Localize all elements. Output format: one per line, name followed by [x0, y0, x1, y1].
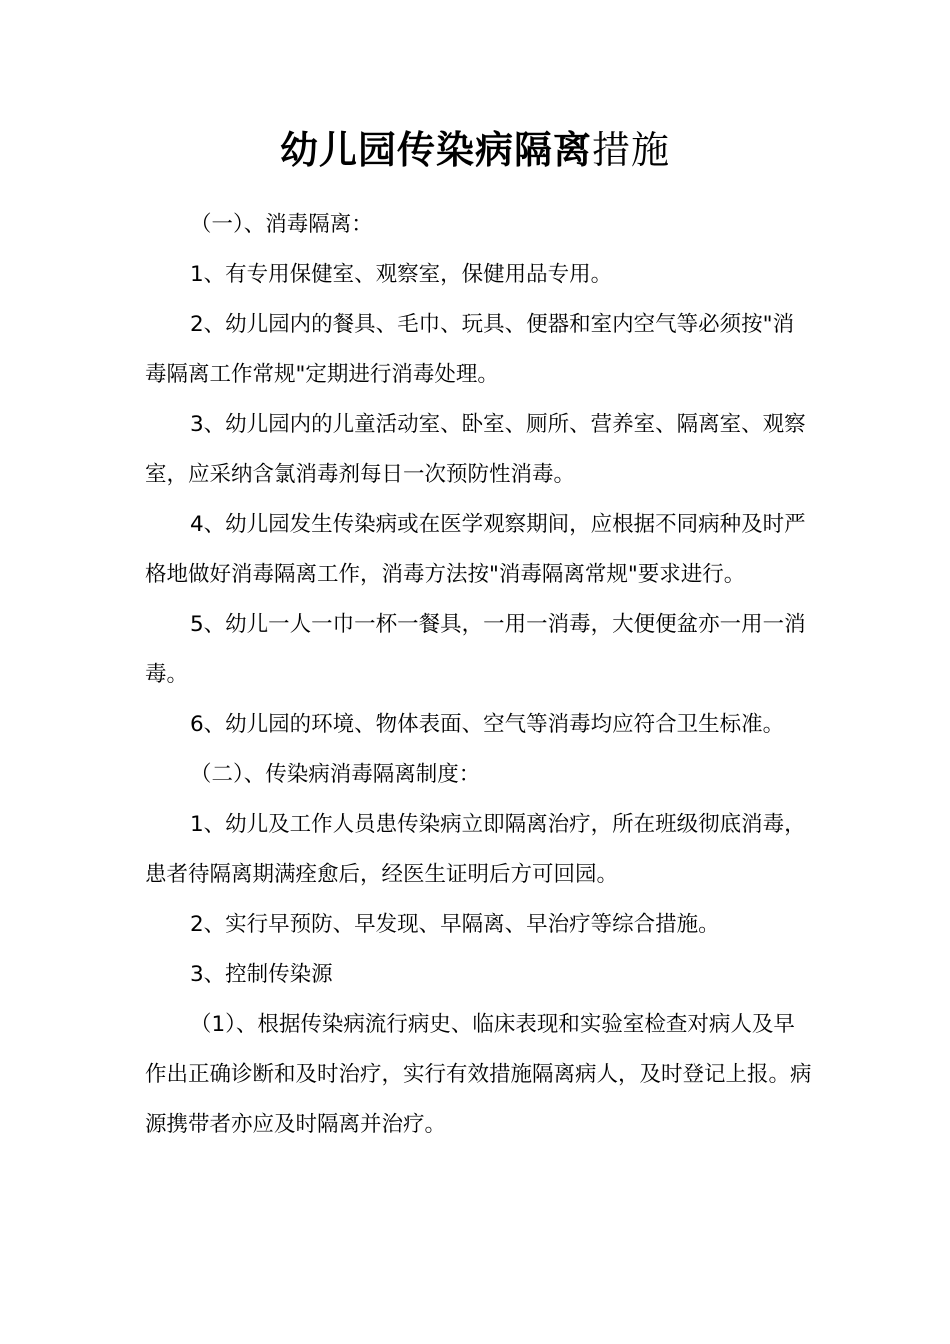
section-heading-disinfection: （一）、消毒隔离：: [190, 212, 373, 237]
paragraph: 6、幼儿园的环境、物体表面、空气等消毒均应符合卫生标准。: [190, 712, 785, 737]
document-body: [145, 200, 815, 1150]
paragraph: 4、幼儿园发生传染病或在医学观察期间，应根据不同病种及时严格地做好消毒隔离工作，消毒方法按"消毒隔离常规"要求进行。: [145, 512, 806, 587]
document-title: [0, 122, 950, 178]
paragraph: 1、有专用保健室、观察室，保健用品专用。: [190, 262, 613, 287]
paragraph: 2、幼儿园内的餐具、毛巾、玩具、便器和室内空气等必须按"消毒隔离工作常规"定期进行消毒处理。: [145, 312, 795, 387]
section-heading-isolation-system: （二）、传染病消毒隔离制度：: [190, 762, 481, 787]
paragraph: 3、控制传染源: [190, 962, 333, 987]
title-suffix: 措施: [592, 128, 671, 172]
title-main: 幼儿园传染病隔离: [279, 127, 592, 172]
paragraph: （1）、根据传染病流行病史、临床表现和实验室检查对病人及早作出正确诊断和及时治疗，实行有效措施隔离病人，及时登记上报。病源携带者亦应及时隔离并治疗。: [145, 1012, 812, 1137]
paragraph: 1、幼儿及工作人员患传染病立即隔离治疗，所在班级彻底消毒，患者待隔离期满痊愈后，经医生证明后方可回园。: [145, 812, 806, 887]
paragraph: 2、实行早预防、早发现、早隔离、早治疗等综合措施。: [190, 912, 720, 937]
paragraph: 5、幼儿一人一巾一杯一餐具，一用一消毒，大便便盆亦一用一消毒。: [145, 612, 806, 687]
paragraph: 3、幼儿园内的儿童活动室、卧室、厕所、营养室、隔离室、观察室，应采纳含氯消毒剂每日一次预防性消毒。: [145, 412, 806, 487]
